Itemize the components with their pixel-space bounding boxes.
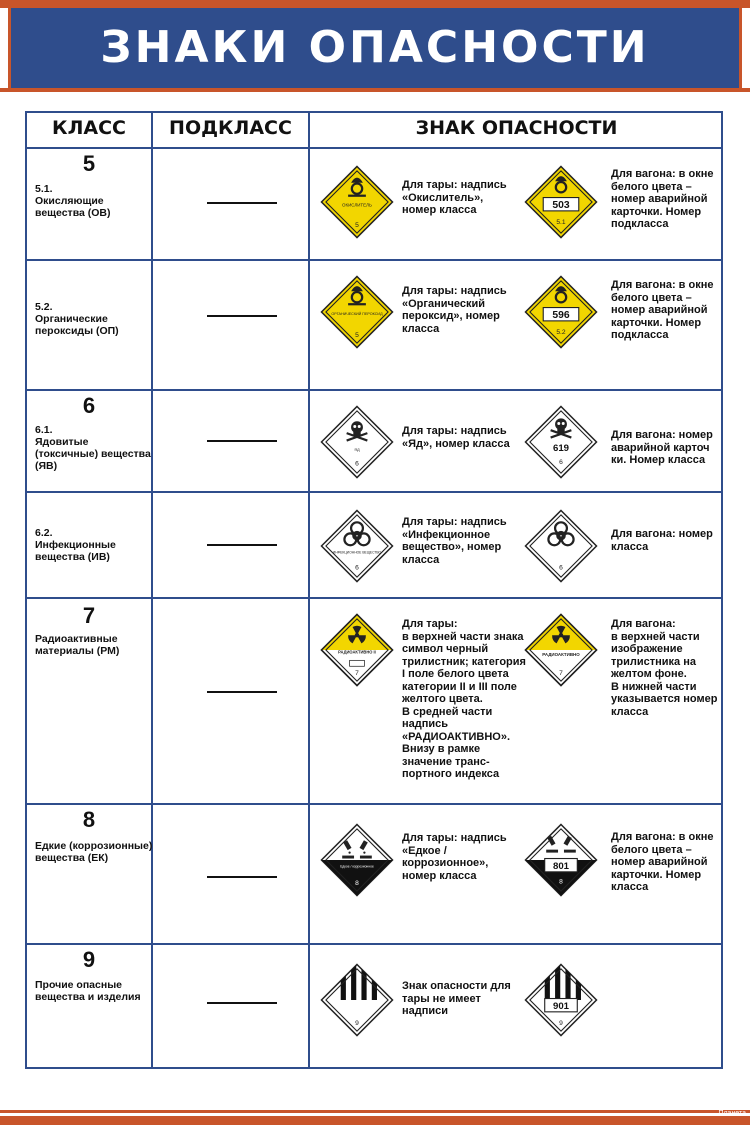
row-divider bbox=[27, 491, 721, 493]
sign-class-number: 5.1 bbox=[556, 219, 566, 227]
subclass-dash bbox=[207, 691, 277, 693]
wagon-description: Для вагона: в верхней части изображение трилистника на желтом фоне. В нижней части указывается номер класса bbox=[611, 618, 718, 718]
header-sign: ЗНАК ОПАСНОСТИ bbox=[415, 117, 618, 139]
brand-mark: Планета bbox=[718, 1110, 746, 1117]
top-stripe bbox=[0, 0, 750, 8]
subclass-dash bbox=[207, 544, 277, 546]
subclass-dash bbox=[207, 315, 277, 317]
sign-class-number: 5 bbox=[355, 332, 359, 340]
peroxide-sign-wagon bbox=[524, 275, 598, 349]
column-divider bbox=[151, 113, 153, 1067]
sign-class-number: 6 bbox=[355, 564, 359, 572]
emergency-card-number: 801 bbox=[552, 860, 570, 872]
biohazard-sign-tara bbox=[320, 509, 394, 583]
tara-description: Для тары: надпись «Едкое / коррозионное», номер класса bbox=[402, 832, 507, 882]
peroxide-sign-tara bbox=[320, 275, 394, 349]
corrosive-sign-wagon bbox=[524, 823, 598, 897]
class-number: 8 bbox=[82, 807, 96, 832]
tara-description: Для тары: в верхней части знака символ черный трилистник; категория I поле белого цвета категории II и III поле желтого цвета. В средней части надпись «РАДИОАКТИВНО». Внизу в рамке значение транс-портного индекса bbox=[402, 618, 526, 780]
row-divider bbox=[27, 389, 721, 391]
class-number: 6 bbox=[82, 393, 96, 418]
sign-inscription: ОРГАНИЧЕСКИЙ ПЕРОКСИД bbox=[331, 311, 383, 316]
sign-inscription: ИНФЕКЦИОННОЕ ВЕЩЕСТВО bbox=[332, 550, 382, 555]
emergency-card-number: 503 bbox=[552, 199, 570, 211]
header-banner bbox=[8, 8, 742, 88]
emergency-card-number: 596 bbox=[552, 309, 570, 321]
sign-inscription: РАДИОАКТИВНО bbox=[542, 651, 580, 657]
sign-inscription: ОКИСЛИТЕЛЬ bbox=[342, 202, 372, 208]
tara-description: Для тары: надпись «Органический пероксид», номер класса bbox=[402, 285, 507, 335]
subclass-dash bbox=[207, 1002, 277, 1004]
column-divider bbox=[308, 113, 310, 1067]
row-divider bbox=[27, 943, 721, 945]
row-divider bbox=[27, 147, 721, 149]
sign-class-number: 9 bbox=[355, 1020, 359, 1028]
radioactive-sign-wagon bbox=[524, 613, 598, 687]
header-underline bbox=[0, 88, 750, 92]
bottom-stripe-line bbox=[0, 1113, 750, 1116]
emergency-card-number: 901 bbox=[552, 1000, 570, 1012]
sign-class-number: 5.2 bbox=[556, 329, 566, 337]
subclass-dash bbox=[207, 202, 277, 204]
wagon-description: Для вагона: в окне белого цвета – номер аварийной карточки. Номер подкласса bbox=[611, 279, 714, 341]
sign-class-number: 5 bbox=[355, 222, 359, 230]
sign-inscription: Едкое / коррозионное bbox=[340, 864, 374, 869]
tara-description: Знак опасности для тары не имеет надписи bbox=[402, 980, 511, 1017]
wagon-description: Для вагона: номер аварийной карточ ки. Номер класса bbox=[611, 429, 713, 466]
sign-class-number: 6 bbox=[559, 564, 563, 572]
class-label: Едкие (коррозионные) вещества (ЕК) bbox=[35, 840, 153, 864]
oxidizer-sign-wagon bbox=[524, 165, 598, 239]
tara-description: Для тары: надпись «Яд», номер класса bbox=[402, 425, 510, 450]
sign-class-number: 9 bbox=[559, 1020, 563, 1028]
wagon-description: Для вагона: в окне белого цвета – номер аварийной карточки. Номер подкласса bbox=[611, 168, 714, 230]
oxidizer-sign-tara bbox=[320, 165, 394, 239]
toxic-sign-tara bbox=[320, 405, 394, 479]
corrosive-sign-tara bbox=[320, 823, 394, 897]
class-label: 5.2. Органические пероксиды (ОП) bbox=[35, 301, 119, 337]
sign-class-number: 8 bbox=[559, 878, 563, 886]
class-label: 6.2. Инфекционные вещества (ИВ) bbox=[35, 527, 116, 563]
sign-class-number: 7 bbox=[355, 670, 359, 678]
header-class: КЛАСС bbox=[52, 117, 126, 139]
sign-class-number: 8 bbox=[355, 880, 359, 888]
misc-sign-tara bbox=[320, 963, 394, 1037]
radioactive-sign-tara bbox=[320, 613, 394, 687]
sign-inscription: ЯД bbox=[354, 447, 360, 452]
class-label: Радиоактивные материалы (РМ) bbox=[35, 633, 120, 657]
row-divider bbox=[27, 597, 721, 599]
page-title: ЗНАКИ ОПАСНОСТИ bbox=[100, 22, 650, 73]
class-label: 5.1. Окисляющие вещества (ОВ) bbox=[35, 183, 111, 219]
class-number: 9 bbox=[82, 947, 96, 972]
class-label: 6.1. Ядовитые (токсичные) вещества (ЯВ) bbox=[35, 424, 151, 472]
sign-inscription: РАДИОАКТИВНО II bbox=[338, 649, 376, 655]
row-divider bbox=[27, 803, 721, 805]
toxic-sign-wagon bbox=[524, 405, 598, 479]
subclass-dash bbox=[207, 876, 277, 878]
hazard-table bbox=[25, 111, 723, 1069]
wagon-description: Для вагона: номер класса bbox=[611, 528, 713, 553]
sign-class-number: 6 bbox=[559, 459, 563, 467]
tara-description: Для тары: надпись «Инфекционное вещество», номер класса bbox=[402, 516, 507, 566]
biohazard-sign-wagon bbox=[524, 509, 598, 583]
header-subclass: ПОДКЛАСС bbox=[169, 117, 292, 139]
misc-sign-wagon bbox=[524, 963, 598, 1037]
sign-class-number: 7 bbox=[559, 670, 563, 678]
class-number: 7 bbox=[82, 603, 96, 628]
emergency-card-number: 619 bbox=[552, 442, 570, 454]
sign-class-number: 6 bbox=[355, 460, 359, 468]
row-divider bbox=[27, 259, 721, 261]
wagon-description: Для вагона: в окне белого цвета – номер аварийной карточки. Номер класса bbox=[611, 831, 714, 893]
class-label: Прочие опасные вещества и изделия bbox=[35, 979, 141, 1003]
tara-description: Для тары: надпись «Окислитель», номер класса bbox=[402, 179, 507, 216]
subclass-dash bbox=[207, 440, 277, 442]
class-number: 5 bbox=[82, 151, 96, 176]
